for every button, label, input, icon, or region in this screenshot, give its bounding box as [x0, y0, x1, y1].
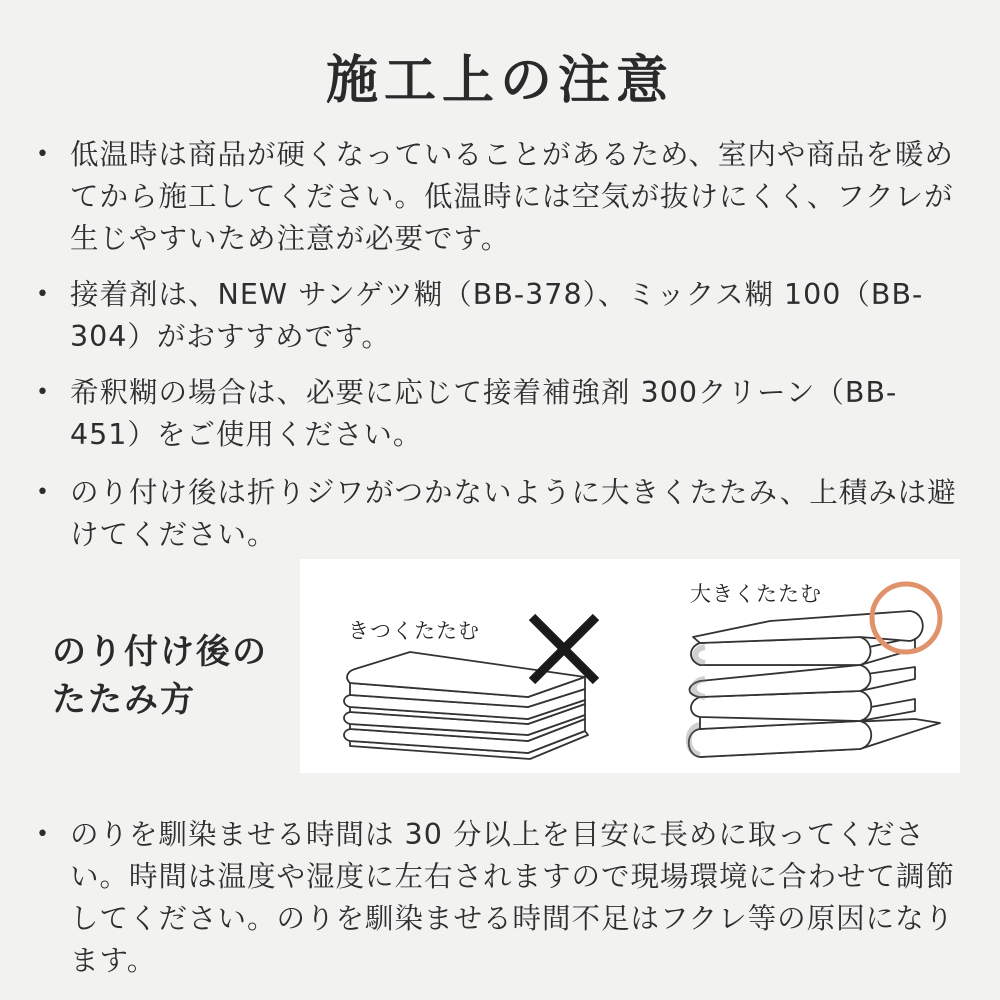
- bullet-dot: •: [36, 282, 50, 307]
- bullet-dot: •: [36, 822, 50, 847]
- folding-illustration: [300, 559, 960, 773]
- bullet-dot: •: [36, 380, 50, 405]
- bullet-adhesive: [32, 274, 967, 358]
- bullet-diluted-paste: [32, 372, 967, 456]
- bullet-folding: [32, 472, 967, 556]
- bullet-paste-time: [32, 814, 967, 982]
- fold-label-line2: たたみ方: [52, 680, 196, 720]
- tight-fold-drawing: [344, 652, 588, 759]
- bullet-text: 希釈糊の場合は、必要に応じて接着補強剤 300クリーン（BB-451）をご使用ください。: [70, 376, 898, 451]
- bullet-dot: •: [36, 480, 50, 505]
- bullet-low-temperature: [32, 134, 967, 260]
- bullet-text: のりを馴染ませる時間は 30 分以上を目安に長めに取ってください。時間は温度や湿度に左右されますので現場環境に合わせて調節してください。のりを馴染ませる時間不足はフクレ等の原因になります。: [70, 818, 956, 977]
- loose-fold-caption: 大きくたたむ: [690, 582, 822, 606]
- bullet-text: 接着剤は、NEW サンゲツ糊（BB-378）、ミックス糊 100（BB-304）がおすすめです。: [70, 278, 924, 353]
- cross-icon: [532, 617, 596, 681]
- folding-diagram: [300, 559, 960, 773]
- loose-fold-drawing: [689, 611, 940, 757]
- bullet-text: のり付け後は折りジワがつかないように大きくたたみ、上積みは避けてください。: [70, 476, 957, 551]
- bullet-text: 低温時は商品が硬くなっていることがあるため、室内や商品を暖めてから施工してください。低温時には空気が抜けにくく、フクレが生じやすいため注意が必要です。: [70, 138, 954, 255]
- bullet-dot: •: [36, 142, 50, 167]
- fold-label-line1: のり付け後の: [52, 632, 268, 672]
- page-title: 施工上の注意: [325, 51, 674, 111]
- fold-section-label: [52, 628, 268, 724]
- tight-fold-caption: きつくたたむ: [348, 619, 480, 643]
